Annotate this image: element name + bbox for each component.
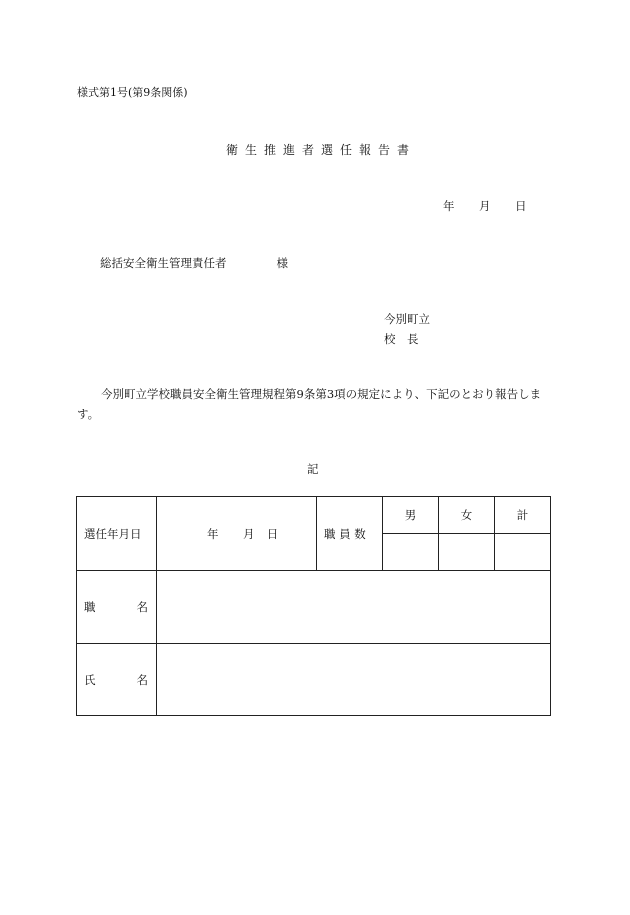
- date-month-label: 月: [479, 199, 491, 213]
- table-row: [77, 497, 551, 534]
- position-label-char-1: 職: [84, 600, 96, 614]
- sender-title: 校 長: [384, 332, 419, 346]
- addressee-name: 総括安全衛生管理責任者: [100, 256, 227, 270]
- position-label: [77, 571, 157, 644]
- appointment-month-label: 月: [243, 526, 255, 541]
- total-header: 計: [495, 497, 551, 534]
- date-year-label: 年: [443, 199, 455, 213]
- form-number: 様式第1号(第9条関係): [77, 86, 188, 99]
- appointment-year-label: 年: [207, 526, 219, 541]
- female-header: 女: [439, 497, 495, 534]
- table-row: [77, 644, 551, 716]
- total-count-field[interactable]: [495, 534, 551, 571]
- male-header: 男: [383, 497, 439, 534]
- position-field[interactable]: [157, 571, 551, 644]
- date-line: [443, 198, 527, 214]
- report-table: [76, 496, 551, 716]
- body-text: 今別町立学校職員安全衛生管理規程第9条第3項の規定により、下記のとおり報告します。: [77, 387, 542, 421]
- male-count-field[interactable]: [383, 534, 439, 571]
- staff-count-label: 職 員 数: [317, 497, 383, 571]
- appointment-day-label: 日: [266, 526, 279, 541]
- sender-school: 今別町立: [384, 312, 430, 326]
- name-label-char-1: 氏: [84, 672, 96, 687]
- document-title: 衛生推進者選任報告書: [226, 143, 417, 157]
- name-label: [77, 644, 157, 716]
- appointment-date-field[interactable]: [157, 497, 317, 571]
- name-label-char-2: 名: [136, 672, 148, 687]
- appointment-date-label: 選任年月日: [77, 497, 157, 571]
- female-count-field[interactable]: [439, 534, 495, 571]
- name-field[interactable]: [157, 644, 551, 716]
- addressee-honorific: 様: [276, 256, 288, 270]
- table-row: [77, 571, 551, 644]
- date-day-label: 日: [515, 199, 527, 213]
- ki-heading: 記: [307, 462, 319, 476]
- addressee: [100, 255, 288, 271]
- position-label-char-2: 名: [136, 600, 148, 614]
